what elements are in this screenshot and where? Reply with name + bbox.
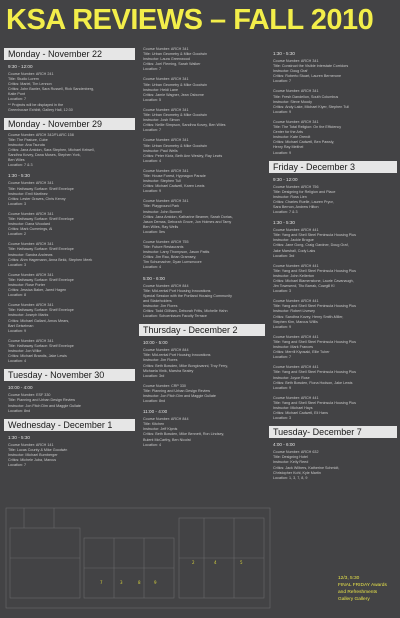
- day-header: Thursday - December 2: [139, 324, 265, 336]
- entry-line: Location: 5es: [143, 229, 165, 234]
- entry-line: Jim Townsend, Tito Barrak, Cowgill Kl: [273, 284, 335, 289]
- review-entry: [139, 169, 265, 194]
- entry-line: Instructor: Michael Hays: [273, 405, 313, 410]
- entry-line: Title: Playground Park: [143, 204, 180, 209]
- time-slot: 4:00 - 6:00: [273, 442, 295, 448]
- entry-line: Critics: Todd Gillham, Deborah Fritts, Michelle Hahn: [143, 309, 228, 314]
- entry-line: Special Session with the Portland Housing Community: [143, 293, 232, 298]
- entry-line: Title: Kitchen: [143, 422, 165, 427]
- entry-line: Location: 9: [273, 109, 292, 114]
- entry-line: Location: 9: [273, 324, 292, 329]
- entry-line: Critics: Michael Cadwell, Karen Lewis: [143, 184, 205, 189]
- entry-line: Instructor: Mark Frances: [273, 345, 313, 350]
- entry-line: Instructor: Michael Burnberger: [8, 452, 58, 457]
- review-entry: [269, 228, 397, 259]
- entry-line: Course Number: ARCH 441: [273, 365, 319, 370]
- room-marker-7: 7: [100, 580, 103, 585]
- entry-line: Title: Mid-rental Port Housing Innovations: [143, 288, 211, 293]
- entry-line: Ben Wiles: [8, 158, 25, 163]
- entry-line: Title: Urban Geometry & Mike Goodwin: [143, 113, 208, 118]
- review-entry: [139, 384, 265, 404]
- entry-line: Course Number: ARCH 341: [143, 77, 189, 82]
- entry-line: Instructor: Ana Tsuruta: [8, 142, 45, 147]
- entry-line: Critics: Michael Blamenstone, Laurie Cavanaugh,: [273, 279, 354, 283]
- entry-line: Title: Hathaway Surface: Shelf Envelope: [8, 277, 74, 282]
- day-header: Tuesday - November 30: [4, 369, 135, 381]
- entry-line: Location: 1, 3, 7, 8, 9: [273, 475, 308, 480]
- entry-line: Critics: Mariel, Tim Lennon: [8, 82, 52, 87]
- entry-line: Title: Construct the Visible Interstate Corridors: [273, 64, 349, 69]
- time-slot: 10:00 - 5:00: [143, 340, 168, 346]
- review-entry: [4, 339, 135, 364]
- entry-line: Location: 4: [8, 359, 27, 364]
- entry-line: Course Number: ARCH 342/FLARC 158: [8, 132, 74, 137]
- entry-line: Location: 5: [143, 97, 162, 102]
- entry-line: Title: House Forest, Hypnagon Parade: [143, 173, 206, 178]
- entry-line: Instructor: Robert Livesey: [273, 309, 316, 314]
- entry-line: Instructor: Jim Flores: [143, 358, 178, 363]
- entry-line: Location: 7: [143, 67, 162, 72]
- entry-line: Critics: Peter Klotz, Beth Ann Wesley, Ray Lewis: [143, 153, 223, 158]
- entry-line: Course Number: ARCH 341: [143, 138, 189, 143]
- entry-line: Critics: Michele Juba, Marcus: [8, 457, 57, 462]
- entry-line: Location: 9: [273, 150, 292, 155]
- entry-line: Instructor: Jackie Brogue: [273, 238, 314, 243]
- entry-line: Title: Studio Lorem: [8, 77, 39, 82]
- entry-line: Instructor: Sandra Andrews: [8, 252, 53, 257]
- review-entry: [4, 212, 135, 237]
- entry-line: Critics: Michael Cadwell, Eli Hans: [273, 411, 328, 416]
- entry-line: Course Number: ESF 330: [8, 393, 51, 398]
- entry-line: Instructor: John Kellerton: [273, 273, 314, 278]
- time-slot: 5:00 - 6:00: [143, 275, 165, 281]
- review-entry: [4, 242, 135, 267]
- room-marker-3: 3: [120, 580, 123, 585]
- entry-line: Course Number: ARCH 441: [273, 228, 319, 233]
- review-entry: [269, 299, 397, 330]
- time-slot: 10:00 - 4:00: [8, 385, 33, 391]
- entry-line: Tim Schumacher, Dyan Lumsmoore: [143, 260, 202, 265]
- entry-line: Location: 8nd: [143, 399, 166, 404]
- entry-line: Location: 8nd: [8, 408, 31, 413]
- entry-line: Title: Hathaway Surface: Shelf Envelope: [8, 308, 74, 313]
- entry-line: Greenhouse Exhibit, Gallery Hall, 12:30: [8, 107, 73, 112]
- time-slot: 9:30 - 12:00: [8, 64, 33, 69]
- entry-line: Course Number: ARCH 341: [8, 303, 54, 308]
- entry-line: ** Projects will be displayed in the: [8, 102, 64, 107]
- review-entry: [4, 303, 135, 334]
- entry-line: Location: 7 & 3: [273, 210, 298, 215]
- entry-line: Title: Hathaway Surface: Shelf Envelope: [8, 247, 74, 252]
- entry-line: Instructor: Stephen Tull: [143, 179, 181, 184]
- entry-line: Instructor: Kelly Reed: [273, 460, 309, 465]
- time-slot: 1:30 - 5:30: [8, 173, 30, 179]
- entry-line: Instructor: Paul Wells: [143, 148, 178, 153]
- entry-line: Critics: Ahm Hagemann, Anna Bekk, Stephen Meek: [8, 257, 93, 262]
- time-slot: 11:00 - 4:00: [143, 409, 168, 415]
- entry-line: Instructor: Rose Porter: [8, 283, 46, 287]
- entry-line: Instructor: Jon Wilke: [8, 349, 42, 354]
- entry-line: Critics: Jane Gong, Craig Gardner, Doug Graf,: [273, 243, 349, 248]
- entry-line: Critics: Michael Cadwell, Ben Pawsly,: [273, 140, 335, 145]
- entry-line: Location: 7: [273, 79, 292, 84]
- entry-line: Critics: Jamie Wagner, Jean Osborne: [143, 92, 204, 97]
- column-right: [269, 47, 397, 486]
- column-middle: [139, 47, 265, 453]
- entry-line: Sandhra Kovey, Dana Moses, Stephen York,: [8, 153, 81, 158]
- entry-line: Course Number: ARCH 341: [143, 199, 189, 204]
- entry-line: Critics: Michael Brandis, Jake Lewis: [8, 354, 67, 359]
- entry-line: Course Number: ARCH 341: [8, 272, 54, 277]
- entry-line: Critics: Jack Wilbers, Katherine Schmidt,: [273, 465, 340, 470]
- entry-line: Critics: Beth Bowden, Mike Bongiovanni, Troy Ferry,: [143, 363, 228, 368]
- entry-line: Critics: Charles Ruelle, Lauren Pryor,: [273, 199, 334, 204]
- entry-line: Title: Urban Geometry & Mike Goodwin: [143, 52, 208, 57]
- entry-line: Jake Marshall, Cody Laks: [273, 248, 316, 253]
- time-slot: 1:30 - 5:30: [273, 51, 295, 56]
- entry-line: Location: 9: [143, 189, 162, 194]
- entry-line: Location: 4: [143, 442, 162, 447]
- entry-line: Critics: Andy Lake, Michael Kiyer, Stephen Tull: [273, 104, 350, 109]
- review-entry: [269, 365, 397, 390]
- review-entry: [139, 284, 265, 320]
- entry-line: Critics: Beth Bowden, Fiona Hodson, Jake Lewis: [273, 380, 353, 385]
- entry-line: Course Number: ARCH 844: [143, 283, 189, 288]
- review-entry: [4, 443, 135, 468]
- entry-line: Course Number: ARCH 844: [143, 417, 189, 422]
- review-entry: [4, 72, 135, 113]
- entry-line: Instructor: Jeff Kipnis: [143, 427, 178, 432]
- room-marker-2: 2: [192, 560, 195, 565]
- entry-line: Location: 3: [273, 416, 292, 421]
- entry-line: Location: 3rd: [143, 373, 165, 378]
- entry-line: Stephen Kim, Marcus Willis: [273, 319, 318, 324]
- entry-line: Title: The Pasture, Cube: [8, 137, 48, 142]
- entry-line: Location: 3: [273, 289, 292, 294]
- entry-line: Critics: Sandhra Kovey, Henry Smith-Miller,: [273, 314, 344, 319]
- day-header: Monday - November 22: [4, 48, 135, 60]
- entry-line: Title: The Total Religion: On the Efficiency: [273, 125, 342, 130]
- entry-line: Course Number: ARCH 341: [273, 89, 319, 94]
- entry-line: Location: 7 & 3: [8, 163, 33, 168]
- entry-line: Course Number: ARCH 341: [143, 107, 189, 112]
- entry-line: Title: Planning and Urban Design Review: [143, 388, 211, 393]
- review-entry: [269, 59, 397, 84]
- entry-line: Location: 9: [8, 328, 27, 333]
- entry-line: Location: 7: [143, 128, 162, 133]
- entry-line: Title: Yang and Shell Steel Peninsula Housing Plus: [273, 339, 356, 344]
- entry-line: Course Number: ARCH 341: [8, 242, 54, 247]
- entry-line: Course Number: ARCH 341: [8, 181, 54, 186]
- entry-line: Title: Hathaway Surface: Shelf Envelope: [8, 186, 74, 191]
- entry-line: Course Number: ARCH 441: [273, 334, 319, 339]
- entry-line: Course Number: ARCH 341: [8, 211, 54, 216]
- review-entry: [269, 89, 397, 114]
- entry-line: Course Number: ARCH 341: [8, 338, 54, 343]
- entry-line: Title: Fresh Dandelion, South Columbus: [273, 94, 339, 99]
- entry-line: Title: Future Restaurants: [143, 245, 184, 250]
- entry-line: Location: 9: [273, 385, 292, 390]
- entry-line: Title: Planning and Urban Design Review: [8, 398, 76, 403]
- entry-line: Title: Yang and Shell Steel Peninsula Housing Plus: [273, 268, 356, 273]
- entry-line: Course Number: ARCH 441: [273, 263, 319, 268]
- entry-line: Critics: Michael Gallant, Amos Mears,: [8, 318, 70, 323]
- entry-line: Critics: Beth Bowden, Mike Bennett, Ron Lindsey,: [143, 432, 225, 437]
- note-title: FINAL FRIDAY Awards and Refreshments: [338, 583, 387, 595]
- entry-line: Course Number: CRP 330: [143, 383, 186, 388]
- day-header: Wednesday - December 1: [4, 419, 135, 431]
- entry-line: Instructor: Emil Martinez: [8, 191, 48, 196]
- entry-line: Instructor: Heidi Lane: [143, 87, 179, 92]
- entry-line: Title: Yang and Shell Steel Peninsula Housing Plus: [273, 400, 356, 405]
- entry-line: Course Number: ARCH 341: [273, 59, 319, 63]
- entry-line: Title: Hathaway Surface: Shelf Envelope: [8, 343, 74, 348]
- entry-line: Critics: Jana Amidon, Sara Stephen, Michael Kelwell,: [8, 148, 95, 153]
- entry-line: Location: 4: [143, 158, 162, 163]
- entry-line: Title: Mid-rental Port Housing Innovations: [143, 353, 211, 358]
- review-entry: [269, 396, 397, 421]
- entry-line: Jason Demas, Deborah Grove, Jon Holmes and Tamy: [143, 219, 232, 224]
- floor-plan: [4, 498, 272, 613]
- day-header: Tuesday- December 7: [269, 426, 397, 438]
- entry-line: Course Number: ARCH 341: [143, 168, 189, 173]
- entry-line: Critics: Jessica Baker, Jared Hagen: [8, 288, 67, 293]
- room-marker-9: 9: [154, 580, 157, 585]
- entry-line: Critics: Jana Amidon, Katharine Beamer, Sarah Dorias,: [143, 214, 233, 219]
- entry-line: Critics: Roberto Stuart, Lauren Bernerone: [273, 74, 342, 79]
- room-marker-4: 4: [214, 560, 217, 565]
- entry-line: Course Number: ARCH 844: [143, 348, 189, 353]
- entry-line: Title: Hathaway Surface: Shelf Envelope: [8, 216, 74, 221]
- entry-line: Ben Wiles, Ray Wells: [143, 224, 179, 229]
- day-header: Monday - November 29: [4, 118, 135, 130]
- entry-line: Critics: Mark Cummings, Al: [8, 227, 53, 232]
- review-entry: [139, 138, 265, 163]
- entry-line: Instructor: Steve Moody: [273, 99, 312, 104]
- entry-line: Instructor: Jim Flores: [143, 303, 178, 308]
- entry-line: Location: 7: [8, 97, 27, 102]
- entry-line: Location: 7: [273, 355, 292, 360]
- entry-line: Center for the Arts: [273, 130, 303, 135]
- entry-line: Instructor: Joseph Marks: [8, 313, 49, 318]
- entry-line: Title: Yang and Shell Steel Peninsula Housing Plus: [273, 370, 356, 375]
- review-entry: [139, 348, 265, 379]
- entry-line: Course Number: ARCH 755: [143, 240, 189, 244]
- entry-line: Course Number: ARCH 756: [273, 184, 319, 189]
- entry-line: Course Number: ARCH 341: [273, 119, 319, 124]
- entry-line: Location: 4: [143, 265, 162, 270]
- entry-line: Instructor: Laura Greenwood: [143, 57, 190, 62]
- entry-line: Title: Designing for Religion and Place: [273, 189, 336, 194]
- entry-line: Course Number: ARCH 441: [273, 299, 319, 304]
- entry-line: Location: 3rd: [273, 253, 295, 258]
- entry-line: Critics: Jim Rau, Brian Gramsey,: [143, 255, 197, 260]
- entry-line: Bart Geiselman: [8, 323, 34, 328]
- entry-line: Instructor: Dana Woodard: [8, 222, 51, 227]
- entry-line: Title: Urban Geometry & Mike Goodwin: [143, 82, 208, 87]
- entry-line: Course Number: ARCH 632: [273, 450, 319, 455]
- entry-line: Bulent McCarthy, Ben Nicolst: [143, 437, 191, 442]
- entry-line: Instructor: Jon Fitch Dim and Maggie Gullate: [143, 393, 216, 398]
- review-entry: [269, 120, 397, 156]
- entry-line: Instructor: Ross Lien: [273, 194, 307, 199]
- entry-line: Location: 3: [8, 262, 27, 267]
- review-entry: [139, 199, 265, 235]
- entry-line: Instructor: Doug Graf: [273, 69, 308, 74]
- review-entry: [269, 264, 397, 295]
- entry-line: Christopher Kohl, Kyle Martin: [273, 470, 321, 475]
- entry-line: Title: Yang and Shell Steel Peninsula Housing Plus: [273, 233, 356, 238]
- entry-line: Location: 3: [8, 201, 27, 206]
- entry-line: Instructor: Joyce Rose: [273, 375, 310, 380]
- entry-line: Title: Yang and Shell Steel Peninsula Housing Plus: [273, 304, 356, 309]
- final-friday-note: [338, 575, 396, 611]
- entry-line: Course Number: ARCH 141: [8, 442, 54, 447]
- entry-line: Course Number: ARCH 341: [143, 47, 189, 51]
- review-entry: [4, 181, 135, 206]
- review-entry: [139, 47, 265, 72]
- review-entry: [4, 393, 135, 413]
- entry-line: Instructor: Larry Thompson, Jason Pattis: [143, 250, 210, 255]
- entry-line: Critics: Merrill Kiyosaki, Ellie Tuber: [273, 350, 330, 355]
- review-entry: [4, 133, 135, 169]
- review-entry: [139, 417, 265, 448]
- entry-line: Instructor: Josh Simon: [143, 118, 180, 123]
- room-marker-8: 8: [138, 580, 141, 585]
- entry-line: Critics: John Baxter, Sara Russell, Rick Sandenberg,: [8, 87, 95, 92]
- entry-line: Critics: Nellie Simpson, Sandhra Kovey, Ben Wiles: [143, 123, 226, 128]
- room-marker-5: 5: [240, 560, 243, 565]
- note-time: 12/3, 5:30: [338, 576, 360, 581]
- entry-line: Course Number: ARCH 241: [8, 72, 54, 76]
- review-entry: [139, 108, 265, 133]
- review-entry: [269, 335, 397, 360]
- entry-line: Michaela Vinik, Marsha Sealey: [143, 368, 194, 373]
- entry-line: Title: Designing Hotel: [273, 455, 308, 460]
- review-entry: [269, 450, 397, 481]
- entry-line: Instructor: John Bonnell: [143, 209, 182, 214]
- entry-line: Critics: Lester Graves, Chris Kenny: [8, 196, 66, 201]
- note-place: Gallery Gallery: [338, 597, 370, 602]
- time-slot: 1:30 - 5:30: [273, 220, 295, 226]
- entry-line: Location: 2: [8, 232, 27, 237]
- column-left: [4, 44, 135, 473]
- entry-line: Instructor: Jon Fitch Dim and Maggie Gullate: [8, 403, 81, 408]
- review-entry: [139, 240, 265, 271]
- day-header: Friday - December 3: [269, 161, 397, 173]
- time-slot: 1:30 - 5:30: [8, 434, 30, 440]
- review-entry: [139, 77, 265, 102]
- entry-line: Sara Bernon, Andrew Hilton: [273, 204, 319, 209]
- entry-line: and Stakeholders: [143, 298, 172, 303]
- entry-line: Title: Lucas County & Mike Goodwin: [8, 447, 68, 452]
- entry-line: Course Number: ARCH 441: [273, 395, 319, 400]
- poster-title: KSA REVIEWS – FALL 2010: [6, 4, 374, 36]
- entry-line: Katie Pont: [8, 92, 26, 97]
- review-entry: [269, 185, 397, 216]
- entry-line: Title: Urban Geometry & Mike Goodwin: [143, 143, 208, 148]
- entry-line: Location: Schoenbaum Faculty Terrace: [143, 314, 207, 319]
- entry-line: Location: 8: [8, 293, 27, 298]
- entry-line: Instructor: Kate Orendt: [273, 135, 311, 140]
- entry-line: Critics: Joel Fleming, Sarah Walker: [143, 62, 201, 67]
- review-entry: [4, 273, 135, 298]
- time-slot: 9:30 - 12:00: [273, 176, 298, 182]
- entry-line: Henry Ray Meithel: [273, 145, 304, 150]
- entry-line: Location: 7: [8, 463, 27, 468]
